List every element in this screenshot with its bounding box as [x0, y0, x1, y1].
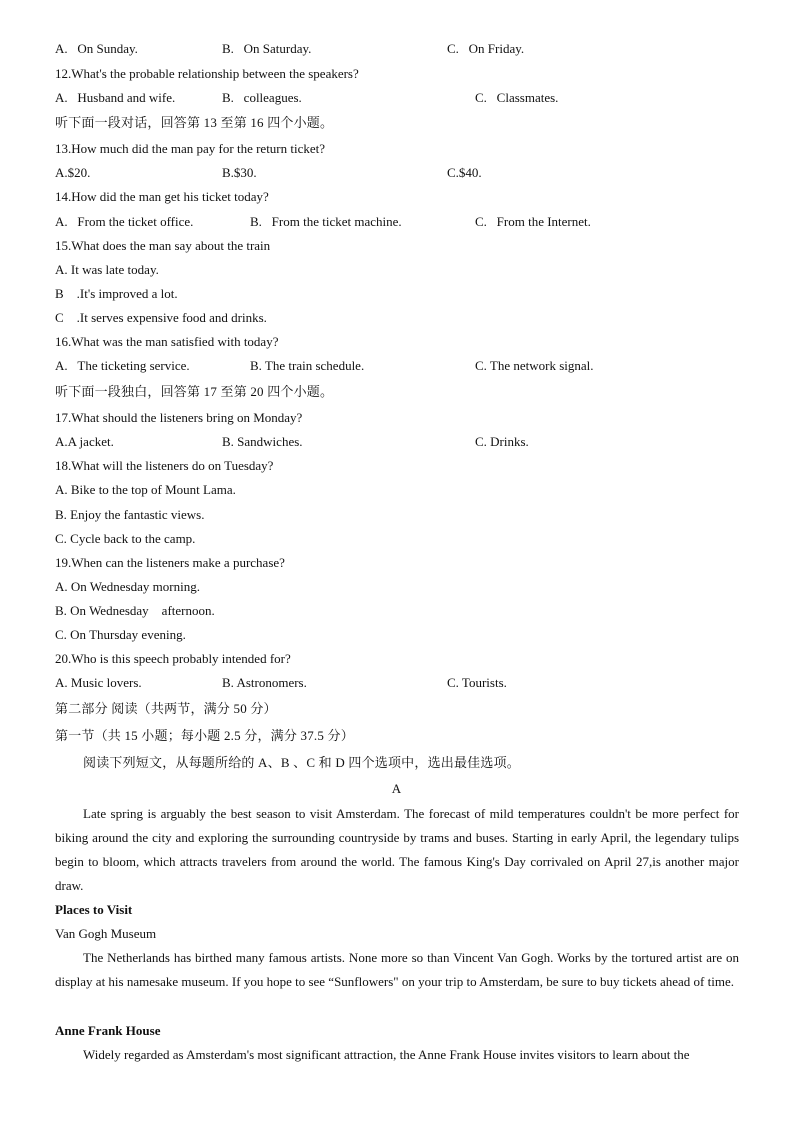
q14-option-c: C. From the Internet.	[475, 214, 591, 229]
q19-option-c: C. On Thursday evening.	[55, 627, 186, 642]
q19-option-a: A. On Wednesday morning.	[55, 579, 200, 594]
anne-frank-paragraph: Widely regarded as Amsterdam's most significant attraction, the Anne Frank House invites visitors to learn about the	[83, 1047, 690, 1062]
q14-option-a: A. From the ticket office.	[55, 214, 194, 229]
q15-question: 15.What does the man say about the train	[55, 238, 271, 253]
q17-option-c: C. Drinks.	[475, 434, 529, 449]
q19-question: 19.When can the listeners make a purchase?	[55, 555, 285, 570]
q13-option-b: B.$30.	[222, 165, 257, 180]
q18-option-b: B. Enjoy the fantastic views.	[55, 507, 205, 522]
q14-question: 14.How did the man get his ticket today?	[55, 189, 269, 204]
q12-option-a: A. Husband and wife.	[55, 90, 176, 105]
van-gogh-paragraph: The Netherlands has birthed many famous artists. None more so than Vincent Van Gogh. Works by the tortured artist are on display at his namesake museum. If you hope to see “Sunflowers" on your trip to Amsterdam, be sure to buy tickets ahead of time.	[55, 950, 739, 989]
q18-option-c: C. Cycle back to the camp.	[55, 531, 196, 546]
q13-option-a: A.$20.	[55, 165, 91, 180]
van-gogh-heading: Van Gogh Museum	[55, 926, 157, 941]
q15-option-b: B .It's improved a lot.	[55, 286, 178, 301]
q16-option-b: B. The train schedule.	[250, 358, 365, 373]
q13-option-c: C.$40.	[447, 165, 482, 180]
q15-option-c: C .It serves expensive food and drinks.	[55, 310, 267, 325]
anne-frank-heading: Anne Frank House	[55, 1023, 161, 1038]
part2-title: 第二部分 阅读（共两节，满分 50 分）	[55, 701, 277, 716]
q11-option-c: C. On Friday.	[447, 41, 525, 56]
q20-question: 20.Who is this speech probably intended for?	[55, 651, 291, 666]
q12-option-b: B. colleagues.	[222, 90, 302, 105]
q16-option-c: C. The network signal.	[475, 358, 594, 373]
passage-label: A	[391, 781, 402, 796]
q15-option-a: A. It was late today.	[55, 262, 159, 277]
q17-question: 17.What should the listeners bring on Monday?	[55, 410, 303, 425]
q16-question: 16.What was the man satisfied with today?	[55, 334, 279, 349]
instruction-17-20: 听下面一段独白，回答第 17 至第 20 四个小题。	[55, 384, 334, 399]
section1-title: 第一节（共 15 小题；每小题 2.5 分，满分 37.5 分）	[55, 728, 354, 743]
places-heading: Places to Visit	[55, 902, 133, 917]
q14-option-b: B. From the ticket machine.	[250, 214, 402, 229]
q16-option-a: A. The ticketing service.	[55, 358, 190, 373]
q17-option-a: A.A jacket.	[55, 434, 114, 449]
q11-option-b: B. On Saturday.	[222, 41, 312, 56]
q12-option-c: C. Classmates.	[475, 90, 559, 105]
q18-question: 18.What will the listeners do on Tuesday?	[55, 458, 274, 473]
passage-paragraph-1: Late spring is arguably the best season to visit Amsterdam. The forecast of mild temperatures couldn't be more perfect for biking around the city and exploring the surrounding countryside by trams and buses. Starting in early April, the legendary tulips begin to bloom, which attracts travelers from around the world. The famous King's Day corrivaled on April 27,is another major draw.	[55, 806, 739, 893]
reading-instruction: 阅读下列短文，从每题所给的 A、B 、C 和 D 四个选项中，选出最佳选项。	[83, 755, 520, 770]
q13-question: 13.How much did the man pay for the return ticket?	[55, 141, 326, 156]
q19-option-b: B. On Wednesday afternoon.	[55, 603, 215, 618]
instruction-13-16: 听下面一段对话，回答第 13 至第 16 四个小题。	[55, 115, 334, 130]
q20-option-a: A. Music lovers.	[55, 675, 142, 690]
q20-option-c: C. Tourists.	[447, 675, 507, 690]
q12-question: 12.What's the probable relationship between the speakers?	[55, 66, 359, 81]
q20-option-b: B. Astronomers.	[222, 675, 307, 690]
q11-option-a: A. On Sunday.	[55, 41, 138, 56]
q18-option-a: A. Bike to the top of Mount Lama.	[55, 482, 236, 497]
q17-option-b: B. Sandwiches.	[222, 434, 303, 449]
